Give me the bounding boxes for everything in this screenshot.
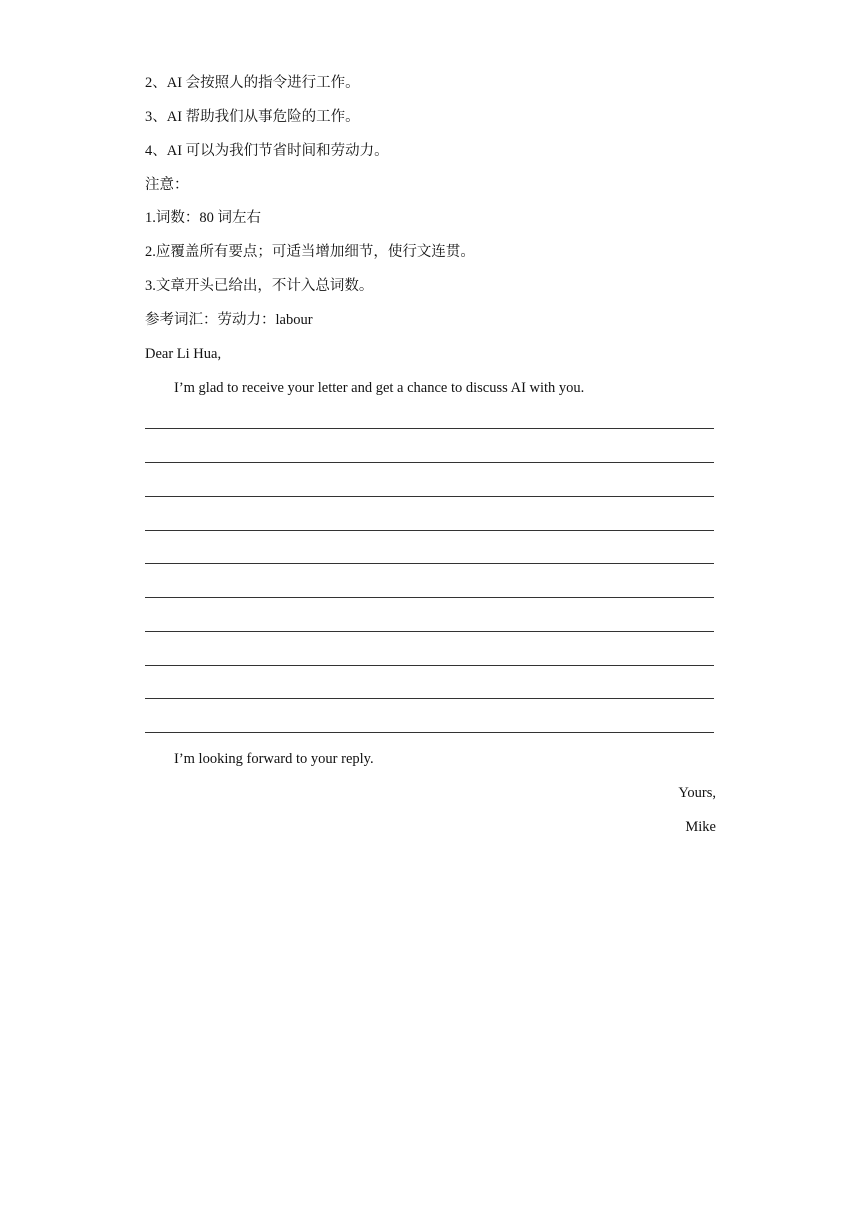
letter-greeting: Dear Li Hua,: [145, 346, 222, 362]
writing-line[interactable]: [145, 631, 714, 632]
requirement-item: 2、AI 会按照人的指令进行工作。: [145, 75, 360, 91]
note-item: 3.文章开头已给出，不计入总词数。: [145, 278, 374, 294]
letter-signature: Mike: [685, 819, 716, 835]
writing-line[interactable]: [145, 462, 714, 463]
writing-line[interactable]: [145, 597, 714, 598]
requirement-item: 4、AI 可以为我们节省时间和劳动力。: [145, 143, 389, 159]
vocabulary-hint: 参考词汇：劳动力：labour: [145, 312, 313, 328]
writing-line[interactable]: [145, 698, 714, 699]
letter-closing: I’m looking forward to your reply.: [174, 751, 374, 767]
writing-line[interactable]: [145, 732, 714, 733]
writing-line[interactable]: [145, 530, 714, 531]
note-item: 2.应覆盖所有要点；可适当增加细节，使行文连贯。: [145, 244, 475, 260]
writing-line[interactable]: [145, 496, 714, 497]
note-item: 1.词数：80 词左右: [145, 210, 261, 226]
requirement-item: 3、AI 帮助我们从事危险的工作。: [145, 109, 360, 125]
writing-line[interactable]: [145, 563, 714, 564]
writing-line[interactable]: [145, 665, 714, 666]
notes-heading: 注意：: [145, 177, 189, 193]
letter-signoff: Yours,: [678, 785, 716, 801]
letter-opening: I’m glad to receive your letter and get a chance to discuss AI with you.: [174, 380, 585, 396]
writing-line[interactable]: [145, 428, 714, 429]
